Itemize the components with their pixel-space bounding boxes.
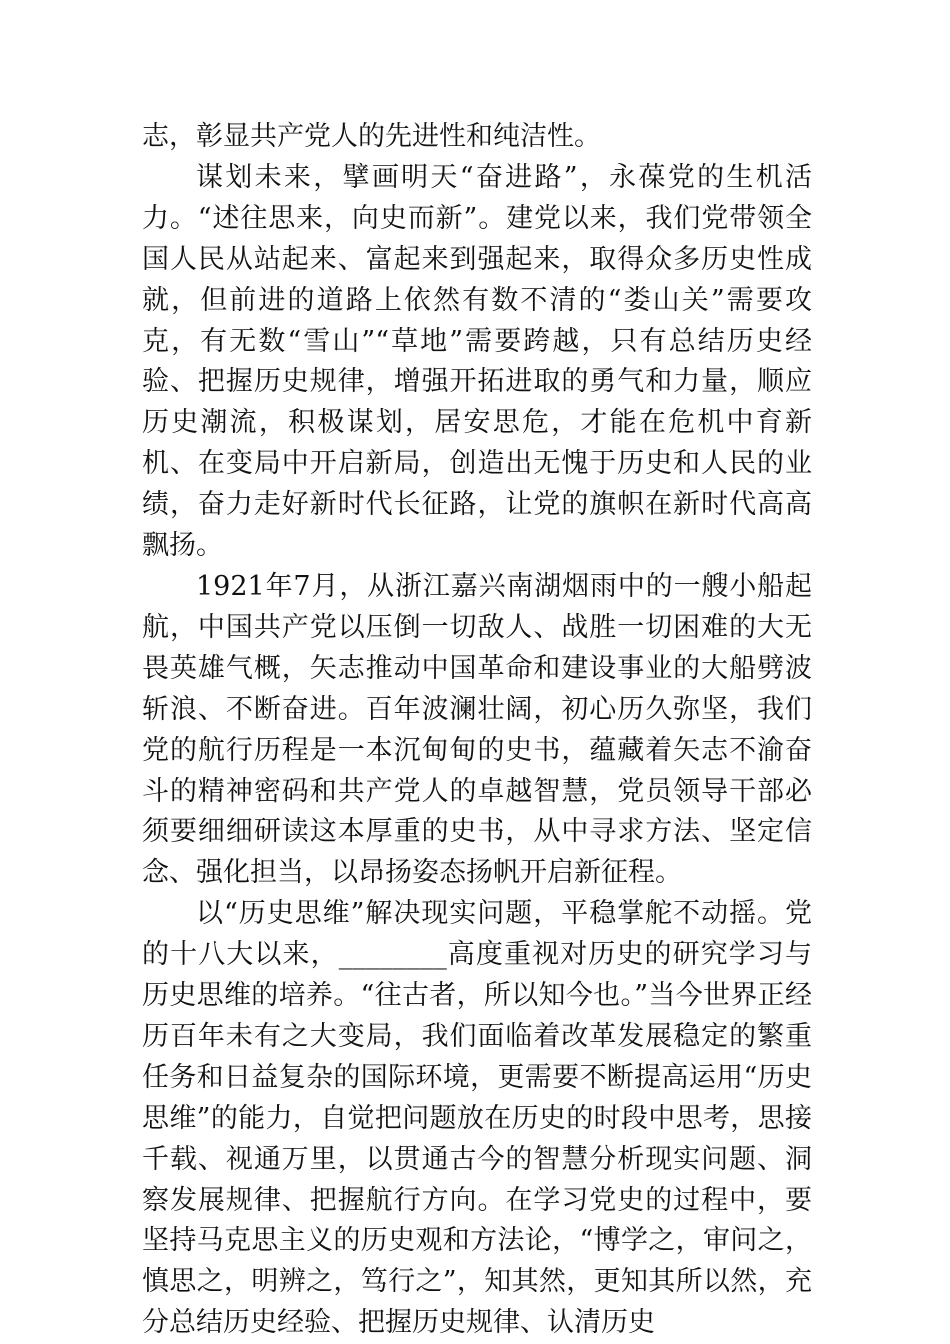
paragraph-continuation: 志，彰显共产党人的先进性和纯洁性。 xyxy=(142,121,601,152)
paragraph-plan-future: 谋划未来，擘画明天“奋进路”，永葆党的生机活力。“述往思来，向史而新”。建党以来，我们党带领全国人民从站起来、富起来到强起来，取得众多历史性成就，但前进的道路上依然有数不清的“娄山关”需要攻克，有无数“雪山”“草地”需要跨越，只有总结历史经验、把握历史规律，增强开拓进取的勇气和力量，顺应历史潮流，积极谋划，居安思危，才能在危机中育新机、在变局中开启新局，创造出无愧于历史和人民的业绩，奋力走好新时代长征路，让党的旗帜在新时代高高飘扬。 xyxy=(142,161,812,562)
document-page xyxy=(142,117,812,1344)
paragraph-historical-thinking: 以“历史思维”解决现实问题，平稳掌舵不动摇。党的十八大以来，________高度重视对历史的研究学习与历史思维的培养。“往古者，所以知今也。”当今世界正经历百年未有之大变局，我们面临着改革发展稳定的繁重任务和日益复杂的国际环境，更需要不断提高运用“历史思维”的能力，自觉把问题放在历史的时段中思考，思接千载、视通万里，以贯通古今的智慧分析现实问题、洞察发展规律、把握航行方向。在学习党史的过程中，要坚持马克思主义的历史观和方法论，“博学之，审问之，慎思之，明辨之，笃行之”，知其然，更知其所以然，充分总结历史经验、把握历史规律、认清历史 xyxy=(142,898,812,1339)
paragraph-1921-history: 1921年7月，从浙江嘉兴南湖烟雨中的一艘小船起航，中国共产党以压倒一切敌人、战胜一切困难的大无畏英雄气概，矢志推动中国革命和建设事业的大船劈波斩浪、不断奋进。百年波澜壮阔，初心历久弥坚，我们党的航行历程是一本沉甸甸的史书，蕴藏着矢志不渝奋斗的精神密码和共产党人的卓越智慧，党员领导干部必须要细细研读这本厚重的史书，从中寻求方法、坚定信念、强化担当，以昂扬姿态扬帆开启新征程。 xyxy=(142,570,812,889)
